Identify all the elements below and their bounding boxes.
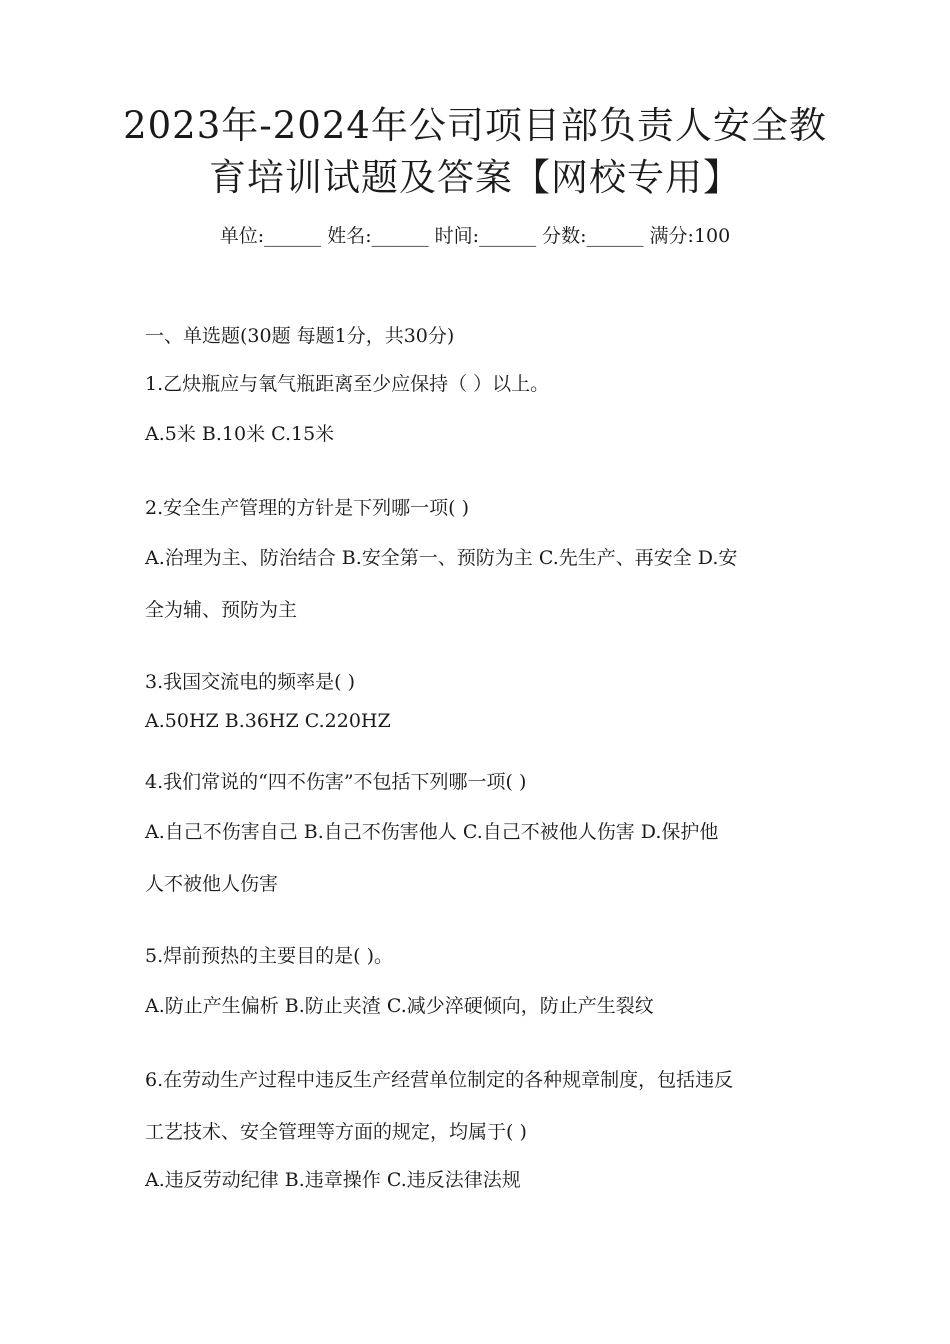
question-5-options: A.防止产生偏析 B.防止夹渣 C.减少淬硬倾向，防止产生裂纹: [145, 995, 654, 1017]
question-1-options: A.5米 B.10米 C.15米: [145, 423, 335, 445]
question-2-stem: 2.安全生产管理的方针是下列哪一项( ): [145, 497, 469, 519]
question-4-stem: 4.我们常说的“四不伤害”不包括下列哪一项( ): [145, 771, 527, 793]
section-heading: 一、单选题(30题 每题1分，共30分): [145, 325, 455, 347]
document-title-line-2: 育培训试题及答案【网校专用】: [209, 156, 741, 199]
question-3-options: A.50HZ B.36HZ C.220HZ: [145, 710, 391, 732]
question-2-options-line-2: 全为辅、预防为主: [145, 599, 298, 621]
question-3-stem: 3.我国交流电的频率是( ): [145, 671, 355, 693]
document-title-line-1: 2023年-2024年公司项目部负责人安全教: [123, 104, 827, 147]
question-5-stem: 5.焊前预热的主要目的是( )。: [145, 945, 393, 967]
question-2-options-line-1: A.治理为主、防治结合 B.安全第一、预防为主 C.先生产、再安全 D.安: [145, 547, 738, 569]
question-1-stem: 1.乙炔瓶应与氧气瓶距离至少应保持（ ）以上。: [145, 373, 550, 395]
question-6-stem-line-1: 6.在劳动生产过程中违反生产经营单位制定的各种规章制度，包括违反: [145, 1069, 734, 1091]
exam-info-line: 单位:______ 姓名:______ 时间:______ 分数:______ 满分:100: [219, 225, 731, 247]
question-4-options-line-1: A.自己不伤害自己 B.自己不伤害他人 C.自己不被他人伤害 D.保护他: [145, 821, 719, 843]
question-4-options-line-2: 人不被他人伤害: [145, 873, 279, 895]
question-6-options: A.违反劳动纪律 B.违章操作 C.违反法律法规: [145, 1169, 521, 1191]
question-6-stem-line-2: 工艺技术、安全管理等方面的规定，均属于( ): [145, 1121, 527, 1143]
